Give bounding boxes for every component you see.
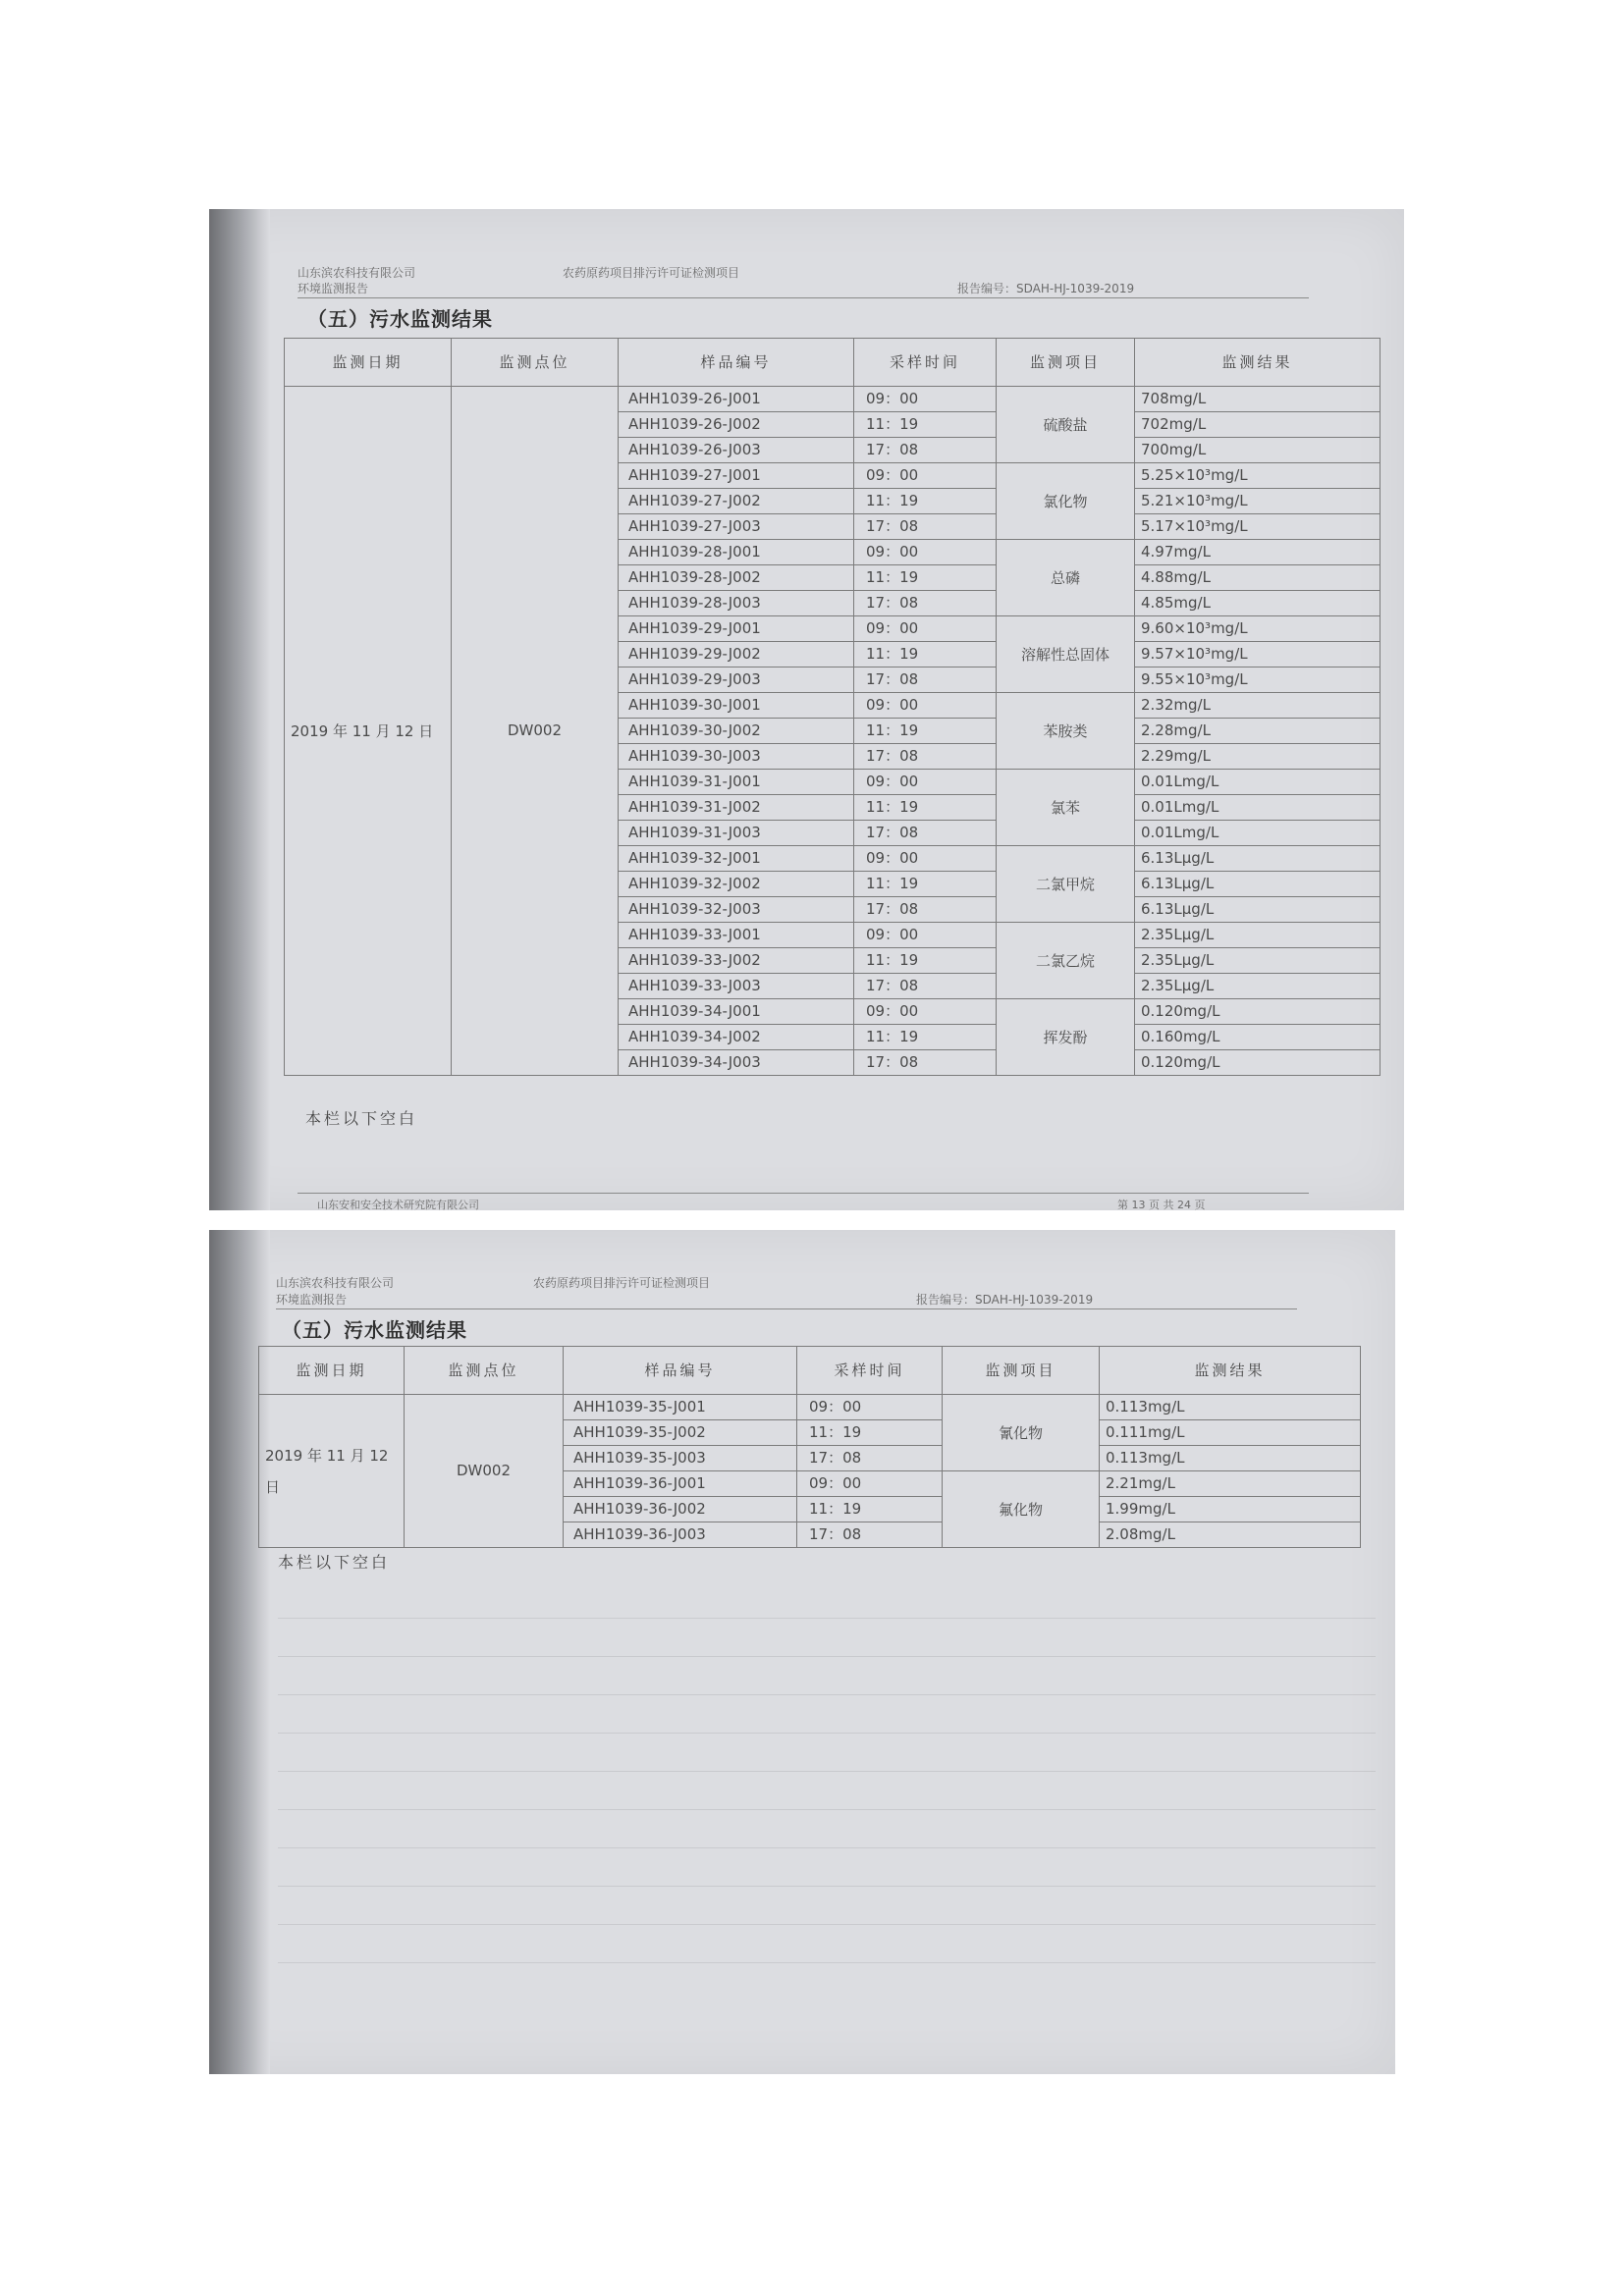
cell-monitor-result: 708mg/L bbox=[1135, 387, 1380, 412]
blank-below-note: 本栏以下空白 bbox=[278, 1553, 391, 1572]
cell-monitor-result: 9.60×10³mg/L bbox=[1135, 616, 1380, 642]
cell-monitor-result: 0.01Lmg/L bbox=[1135, 770, 1380, 795]
cell-sample-id: AHH1039-30-J001 bbox=[619, 693, 854, 719]
cell-sample-id: AHH1039-30-J003 bbox=[619, 744, 854, 770]
cell-monitor-item: 氰化物 bbox=[943, 1395, 1100, 1471]
cell-sampling-time: 17：08 bbox=[854, 821, 997, 846]
cell-sample-id: AHH1039-28-J001 bbox=[619, 540, 854, 565]
cell-sampling-time: 09：00 bbox=[854, 540, 997, 565]
cell-monitor-result: 0.120mg/L bbox=[1135, 1050, 1380, 1076]
cell-monitor-result: 702mg/L bbox=[1135, 412, 1380, 438]
blank-below-note: 本栏以下空白 bbox=[305, 1109, 418, 1128]
cell-monitor-result: 1.99mg/L bbox=[1100, 1497, 1361, 1522]
cell-sampling-time: 17：08 bbox=[854, 744, 997, 770]
cell-sampling-time: 09：00 bbox=[854, 387, 997, 412]
cell-sample-id: AHH1039-36-J002 bbox=[564, 1497, 797, 1522]
cell-monitor-result: 5.17×10³mg/L bbox=[1135, 514, 1380, 540]
cell-monitor-result: 2.35Lμg/L bbox=[1135, 974, 1380, 999]
header-monitor-result: 监测结果 bbox=[1135, 339, 1380, 387]
header-monitor-result: 监测结果 bbox=[1100, 1347, 1361, 1395]
header-project: 农药原药项目排污许可证检测项目 bbox=[563, 266, 740, 280]
cell-monitor-result: 0.113mg/L bbox=[1100, 1395, 1361, 1420]
cell-sample-id: AHH1039-35-J001 bbox=[564, 1395, 797, 1420]
cell-sample-id: AHH1039-31-J003 bbox=[619, 821, 854, 846]
cell-monitor-result: 9.55×10³mg/L bbox=[1135, 667, 1380, 693]
footer-page-number: 第 13 页 共 24 页 bbox=[1117, 1199, 1206, 1210]
cell-monitor-result: 4.85mg/L bbox=[1135, 591, 1380, 616]
cell-sampling-time: 09：00 bbox=[854, 846, 997, 872]
cell-sample-id: AHH1039-36-J001 bbox=[564, 1471, 797, 1497]
header-monitor-point: 监测点位 bbox=[405, 1347, 564, 1395]
header-monitor-item: 监测项目 bbox=[997, 339, 1135, 387]
cell-sampling-time: 17：08 bbox=[854, 897, 997, 923]
cell-sample-id: AHH1039-32-J002 bbox=[619, 872, 854, 897]
cell-monitor-result: 9.57×10³mg/L bbox=[1135, 642, 1380, 667]
cell-sample-id: AHH1039-33-J001 bbox=[619, 923, 854, 948]
cell-sampling-time: 11：19 bbox=[854, 489, 997, 514]
cell-monitor-result: 700mg/L bbox=[1135, 438, 1380, 463]
header-monitor-date: 监测日期 bbox=[285, 339, 452, 387]
binding-shadow bbox=[209, 209, 270, 1210]
cell-monitor-date: 2019 年 11 月 12 日 bbox=[259, 1395, 405, 1548]
cell-sampling-time: 11：19 bbox=[854, 565, 997, 591]
header-project: 农药原药项目排污许可证检测项目 bbox=[533, 1276, 711, 1290]
cell-sample-id: AHH1039-26-J003 bbox=[619, 438, 854, 463]
cell-sample-id: AHH1039-27-J002 bbox=[619, 489, 854, 514]
cell-sample-id: AHH1039-28-J002 bbox=[619, 565, 854, 591]
cell-monitor-result: 0.160mg/L bbox=[1135, 1025, 1380, 1050]
cell-sample-id: AHH1039-29-J002 bbox=[619, 642, 854, 667]
header-company: 山东滨农科技有限公司 bbox=[276, 1276, 395, 1290]
cell-sample-id: AHH1039-32-J001 bbox=[619, 846, 854, 872]
cell-sample-id: AHH1039-27-J003 bbox=[619, 514, 854, 540]
footer-institute: 山东安和安全技术研究院有限公司 bbox=[317, 1199, 479, 1210]
cell-sample-id: AHH1039-31-J001 bbox=[619, 770, 854, 795]
cell-monitor-result: 6.13Lμg/L bbox=[1135, 846, 1380, 872]
header-sample-id: 样品编号 bbox=[564, 1347, 797, 1395]
cell-monitor-result: 0.111mg/L bbox=[1100, 1420, 1361, 1446]
table-header-row bbox=[285, 339, 1380, 387]
cell-sample-id: AHH1039-30-J002 bbox=[619, 719, 854, 744]
cell-monitor-result: 6.13Lμg/L bbox=[1135, 897, 1380, 923]
cell-monitor-result: 2.35Lμg/L bbox=[1135, 948, 1380, 974]
bleed-through-shadow bbox=[278, 1618, 1376, 2035]
table-row bbox=[285, 387, 1380, 412]
cell-sample-id: AHH1039-36-J003 bbox=[564, 1522, 797, 1548]
cell-sampling-time: 11：19 bbox=[854, 412, 997, 438]
cell-sample-id: AHH1039-29-J001 bbox=[619, 616, 854, 642]
header-sampling-time: 采样时间 bbox=[854, 339, 997, 387]
cell-sampling-time: 11：19 bbox=[854, 1025, 997, 1050]
header-monitor-date: 监测日期 bbox=[259, 1347, 405, 1395]
cell-sampling-time: 09：00 bbox=[797, 1395, 943, 1420]
cell-monitor-result: 0.113mg/L bbox=[1100, 1446, 1361, 1471]
cell-monitor-result: 0.01Lmg/L bbox=[1135, 795, 1380, 821]
cell-monitor-point: DW002 bbox=[452, 387, 619, 1076]
table-header-row bbox=[259, 1347, 1361, 1395]
cell-monitor-result: 2.29mg/L bbox=[1135, 744, 1380, 770]
cell-sampling-time: 17：08 bbox=[854, 514, 997, 540]
cell-sampling-time: 17：08 bbox=[854, 667, 997, 693]
cell-monitor-result: 0.120mg/L bbox=[1135, 999, 1380, 1025]
cell-sampling-time: 09：00 bbox=[854, 999, 997, 1025]
cell-sample-id: AHH1039-35-J002 bbox=[564, 1420, 797, 1446]
cell-sample-id: AHH1039-33-J003 bbox=[619, 974, 854, 999]
cell-monitor-result: 5.21×10³mg/L bbox=[1135, 489, 1380, 514]
cell-monitor-result: 4.97mg/L bbox=[1135, 540, 1380, 565]
cell-monitor-item: 氯化物 bbox=[997, 463, 1135, 540]
header-sampling-time: 采样时间 bbox=[797, 1347, 943, 1395]
cell-monitor-item: 苯胺类 bbox=[997, 693, 1135, 770]
cell-monitor-result: 2.28mg/L bbox=[1135, 719, 1380, 744]
cell-sampling-time: 17：08 bbox=[854, 438, 997, 463]
cell-sampling-time: 09：00 bbox=[854, 616, 997, 642]
cell-sampling-time: 17：08 bbox=[797, 1522, 943, 1548]
header-sample-id: 样品编号 bbox=[619, 339, 854, 387]
section-title: （五）污水监测结果 bbox=[282, 1318, 467, 1342]
header-report-no: 报告编号：SDAH-HJ-1039-2019 bbox=[957, 282, 1135, 295]
cell-monitor-item: 二氯乙烷 bbox=[997, 923, 1135, 999]
cell-sample-id: AHH1039-31-J002 bbox=[619, 795, 854, 821]
cell-sampling-time: 11：19 bbox=[854, 642, 997, 667]
cell-monitor-result: 2.32mg/L bbox=[1135, 693, 1380, 719]
section-title: （五）污水监测结果 bbox=[307, 307, 493, 331]
cell-sampling-time: 17：08 bbox=[854, 974, 997, 999]
cell-monitor-result: 2.35Lμg/L bbox=[1135, 923, 1380, 948]
report-page-14-photo bbox=[209, 1230, 1395, 2074]
cell-sampling-time: 17：08 bbox=[797, 1446, 943, 1471]
cell-monitor-item: 总磷 bbox=[997, 540, 1135, 616]
cell-sample-id: AHH1039-29-J003 bbox=[619, 667, 854, 693]
cell-monitor-item: 二氯甲烷 bbox=[997, 846, 1135, 923]
cell-monitor-date: 2019 年 11 月 12 日 bbox=[285, 387, 452, 1076]
cell-monitor-point: DW002 bbox=[405, 1395, 564, 1548]
wastewater-results-table bbox=[284, 338, 1380, 1076]
cell-sampling-time: 17：08 bbox=[854, 591, 997, 616]
cell-sampling-time: 09：00 bbox=[854, 463, 997, 489]
cell-monitor-result: 0.01Lmg/L bbox=[1135, 821, 1380, 846]
table-row bbox=[259, 1395, 1361, 1420]
cell-sampling-time: 11：19 bbox=[854, 872, 997, 897]
cell-monitor-result: 4.88mg/L bbox=[1135, 565, 1380, 591]
cell-sampling-time: 09：00 bbox=[854, 770, 997, 795]
cell-sampling-time: 11：19 bbox=[854, 795, 997, 821]
cell-sample-id: AHH1039-27-J001 bbox=[619, 463, 854, 489]
header-rule bbox=[298, 297, 1309, 298]
wastewater-results-table bbox=[258, 1346, 1361, 1548]
cell-monitor-item: 溶解性总固体 bbox=[997, 616, 1135, 693]
cell-sampling-time: 09：00 bbox=[797, 1471, 943, 1497]
cell-sampling-time: 09：00 bbox=[854, 923, 997, 948]
cell-sample-id: AHH1039-33-J002 bbox=[619, 948, 854, 974]
cell-monitor-item: 硫酸盐 bbox=[997, 387, 1135, 463]
cell-monitor-result: 2.08mg/L bbox=[1100, 1522, 1361, 1548]
cell-sample-id: AHH1039-34-J002 bbox=[619, 1025, 854, 1050]
header-rule bbox=[276, 1308, 1297, 1309]
header-monitor-item: 监测项目 bbox=[943, 1347, 1100, 1395]
cell-sample-id: AHH1039-28-J003 bbox=[619, 591, 854, 616]
cell-monitor-result: 5.25×10³mg/L bbox=[1135, 463, 1380, 489]
cell-monitor-item: 氟化物 bbox=[943, 1471, 1100, 1548]
cell-sample-id: AHH1039-32-J003 bbox=[619, 897, 854, 923]
cell-sampling-time: 11：19 bbox=[797, 1420, 943, 1446]
cell-sampling-time: 11：19 bbox=[854, 719, 997, 744]
cell-monitor-item: 氯苯 bbox=[997, 770, 1135, 846]
header-report-no: 报告编号：SDAH-HJ-1039-2019 bbox=[916, 1293, 1094, 1307]
cell-sample-id: AHH1039-34-J003 bbox=[619, 1050, 854, 1076]
footer-rule bbox=[298, 1193, 1309, 1194]
cell-sample-id: AHH1039-35-J003 bbox=[564, 1446, 797, 1471]
header-report-type: 环境监测报告 bbox=[298, 282, 369, 295]
cell-sampling-time: 11：19 bbox=[797, 1497, 943, 1522]
cell-monitor-result: 6.13Lμg/L bbox=[1135, 872, 1380, 897]
cell-sample-id: AHH1039-26-J001 bbox=[619, 387, 854, 412]
cell-sampling-time: 17：08 bbox=[854, 1050, 997, 1076]
cell-sample-id: AHH1039-26-J002 bbox=[619, 412, 854, 438]
cell-sampling-time: 09：00 bbox=[854, 693, 997, 719]
header-company: 山东滨农科技有限公司 bbox=[298, 266, 416, 280]
cell-monitor-item: 挥发酚 bbox=[997, 999, 1135, 1076]
cell-monitor-result: 2.21mg/L bbox=[1100, 1471, 1361, 1497]
cell-sample-id: AHH1039-34-J001 bbox=[619, 999, 854, 1025]
header-report-type: 环境监测报告 bbox=[276, 1293, 348, 1307]
cell-sampling-time: 11：19 bbox=[854, 948, 997, 974]
header-monitor-point: 监测点位 bbox=[452, 339, 619, 387]
report-page-13-photo bbox=[209, 209, 1404, 1210]
